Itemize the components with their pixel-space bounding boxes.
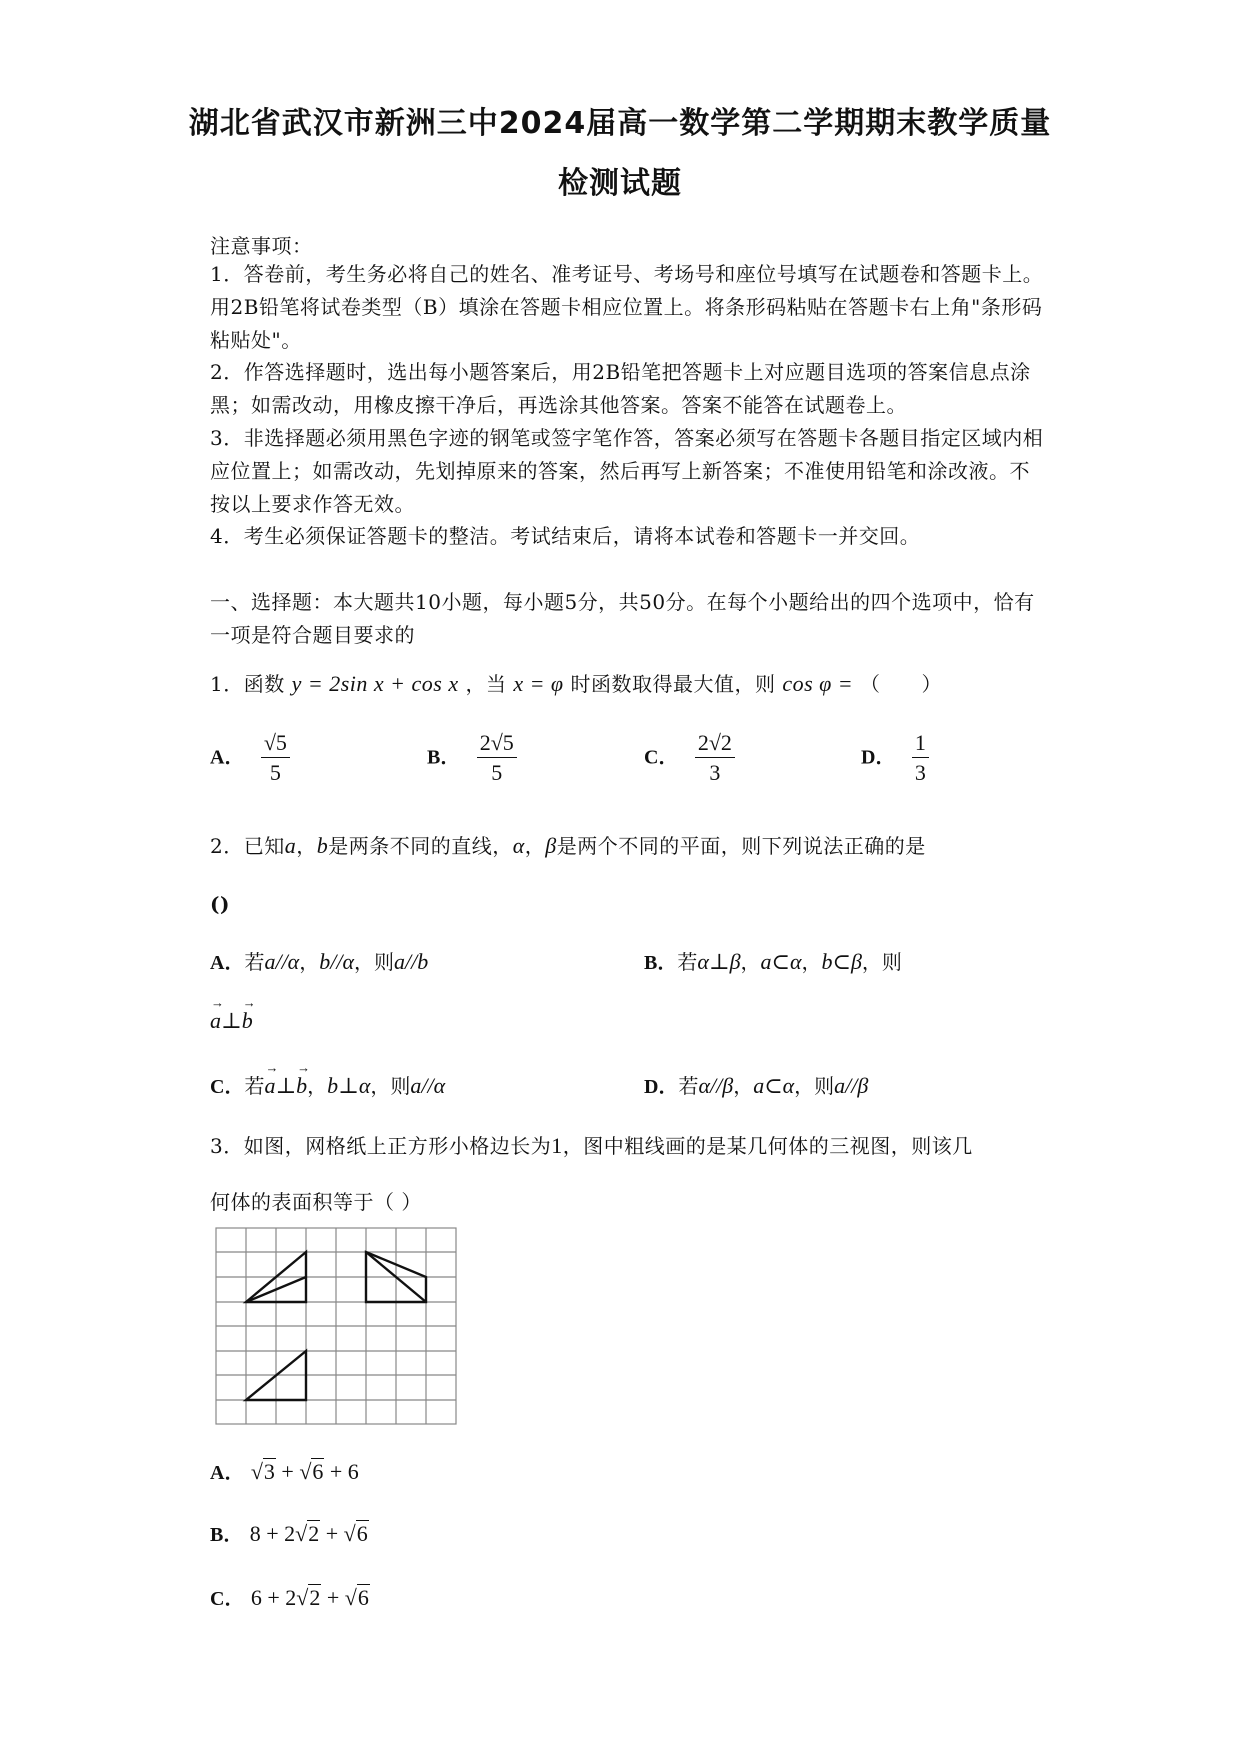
q1-text: 时函数取得最大值，则 <box>570 672 776 696</box>
q3-option-a[interactable]: A． √3 + √6 + 6 <box>210 1459 359 1484</box>
question-2: 2．已知a，b是两条不同的直线，α，β是两个不同的平面，则下列说法正确的是 <box>210 833 926 858</box>
q2-option-c[interactable]: C．若→ a⊥→ b，b⊥α，则a//α <box>210 1070 445 1099</box>
option-label: C． <box>210 1588 245 1610</box>
option-label: A． <box>210 952 245 974</box>
q2-option-a[interactable]: A．若a//α，b//α，则a//b <box>210 949 429 974</box>
q2-text-2: 是两个不同的平面，则下列说法正确的是 <box>556 834 926 858</box>
q2-option-b-cont: → a⊥→ b <box>210 1008 253 1034</box>
q2-prefix: 2．已知 <box>210 834 285 858</box>
option-label: D． <box>861 746 896 769</box>
q2-line-a: a <box>284 833 297 858</box>
question-1 <box>210 668 942 697</box>
three-view-grid-figure <box>210 1224 460 1428</box>
exam-title-line2: 检测试题 <box>558 166 682 201</box>
notice-item-2: 2．作答选择题时，选出每小题答案后，用2B铅笔把答题卡上对应题目选项的答案信息点涂黑；如需改动，用橡皮擦干净后，再选涂其他答案。答案不能答在试题卷上。 <box>210 360 1031 417</box>
fraction: $\frac{2√5}{5}$ <box>477 730 517 786</box>
q2-plane-alpha: α <box>512 833 525 858</box>
q1-mid: ，当 <box>465 672 507 696</box>
q2-text-1: 是两条不同的直线， <box>328 834 513 858</box>
q1-function: y = 2sin x + cos x <box>291 671 459 696</box>
exam-title-line1: 湖北省武汉市新洲三中2024届高一数学第二学期期末教学质量 <box>188 106 1052 141</box>
question-3-line1: 3．如图，网格纸上正方形小格边长为1，图中粗线画的是某几何体的三视图，则该几 <box>210 1133 973 1158</box>
notice-item-1: 1．答卷前，考生务必将自己的姓名、准考证号、考场号和座位号填写在试题卷和答题卡上。用2B铅笔将试卷类型（B）填涂在答题卡相应位置上。将条形码粘贴在答题卡右上角"条形码粘贴处"。 <box>210 262 1044 352</box>
q2-option-b[interactable]: B．若α⊥β，a⊂α，b⊂β，则 <box>644 949 902 974</box>
option-label: A． <box>210 746 245 769</box>
question-3-line2: 何体的表面积等于（ ） <box>210 1190 422 1214</box>
q1-prefix: 1．函数 <box>210 672 285 696</box>
q1-option-a[interactable] <box>210 730 290 786</box>
option-label: C． <box>644 746 679 769</box>
vector-b: → b <box>242 1008 253 1034</box>
section-heading: 一、选择题：本大题共10小题，每小题5分，共50分。在每个小题给出的四个选项中，恰有一项是符合题目要求的 <box>210 590 1035 647</box>
q3-option-c[interactable]: C． 6 + 2√2 + √6 <box>210 1585 369 1610</box>
option-label: D． <box>644 1076 679 1098</box>
q3-option-b[interactable]: B． 8 + 2√2 + √6 <box>210 1521 368 1546</box>
vector-a: → a <box>264 1073 275 1099</box>
option-label: B． <box>644 952 678 974</box>
q2-line-b: b <box>316 833 329 858</box>
option-label: B． <box>210 1524 244 1546</box>
vector-b: → b <box>296 1073 307 1099</box>
q2-option-d[interactable]: D．若α//β，a⊂α，则a//β <box>644 1073 869 1098</box>
vector-a: → a <box>210 1008 221 1034</box>
q1-option-d[interactable] <box>861 730 929 786</box>
notice-item-4: 4．考生必须保证答题卡的整洁。考试结束后，请将本试卷和答题卡一并交回。 <box>210 524 921 548</box>
notice-heading: 注意事项： <box>210 234 313 258</box>
q1-option-b[interactable] <box>427 730 517 786</box>
fraction: $\frac{2√2}{3}$ <box>695 730 735 786</box>
q1-condition: x = φ <box>513 671 564 696</box>
fraction: $\frac{1}{3}$ <box>912 730 929 786</box>
q2-plane-beta: β <box>545 833 557 858</box>
option-label: A． <box>210 1462 245 1484</box>
q2-paren: () <box>210 892 230 916</box>
option-label: B． <box>427 746 461 769</box>
fraction: $\frac{√5}{5}$ <box>261 730 290 786</box>
q1-paren: （ ） <box>860 672 943 696</box>
q1-ask: cos φ = <box>782 671 854 696</box>
notice-item-3: 3．非选择题必须用黑色字迹的钢笔或签字笔作答，答案必须写在答题卡各题目指定区域内相应位置上；如需改动，先划掉原来的答案，然后再写上新答案；不准使用铅笔和涂改液。不按以上要求作答无效。 <box>210 426 1044 516</box>
option-label: C． <box>210 1076 245 1098</box>
q1-option-c[interactable] <box>644 730 735 786</box>
